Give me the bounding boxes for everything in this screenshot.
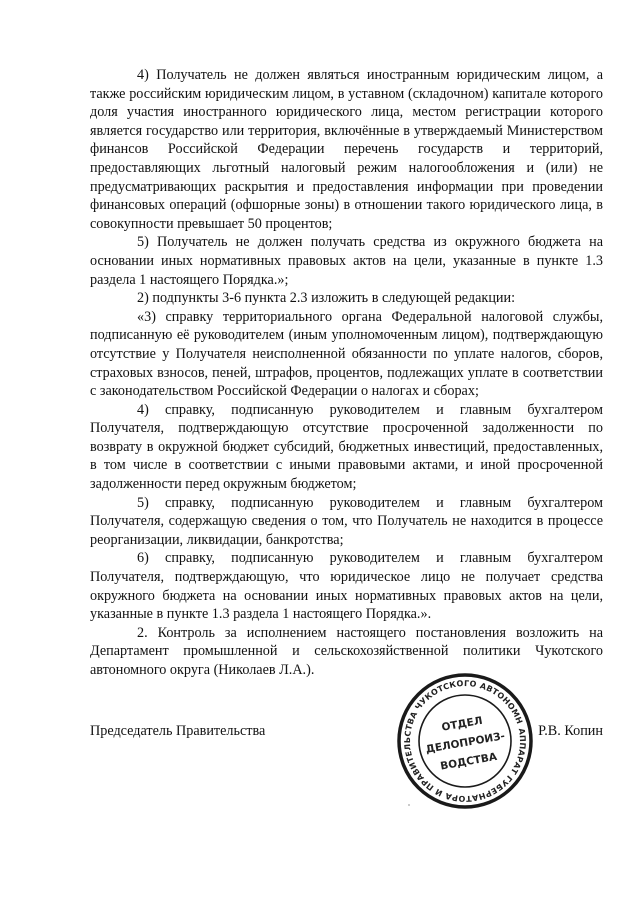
paragraph-subpoints-2: 2) подпункты 3-6 пункта 2.3 изложить в следующей редакции: [137, 290, 516, 307]
signatory-role: Председатель Правительства [90, 723, 266, 739]
stamp-ring-text: АППАРАТ ГУБЕРНАТОРА И ПРАВИТЕЛЬСТВА ЧУКОТСКОГО АВТОНОМНОГО [402, 678, 528, 804]
paragraph-certificate-5: 5) справку, подписанную руководителем и главным бухгалтером Получателя, содержащую сведения о том, что Получатель не находится в процессе реорганизации, ликвидации, банкротства; [90, 494, 603, 548]
paragraph-certificate-6: 6) справку, подписанную руководителем и главным бухгалтером Получателя, подтверждающую, что юридическое лицо не получает средства окружного бюджета на основании иных нормативных правовых актов на цели, указанные в пункте 1.3 раздела 1 настоящего Порядка.». [90, 550, 603, 623]
paragraph-control: 2. Контроль за исполнением настоящего постановления возложить на Департамент промышленной и сельскохозяйственной политики Чукотского автономного округа (Николаев Л.А.). [90, 624, 603, 678]
stamp-line-2: ДЕЛОПРОИЗ- [424, 730, 506, 756]
stamp-line-1: ОТДЕЛ [440, 714, 484, 734]
paragraph-item-4: 4) Получатель не должен являться иностранным юридическим лицом, а также российским юридическим лицом, в уставном (складочном) капитале которого доля участия иностранного юридического лица, местом регистрации которого является государство или территория, включённые в утверждаемый Министерством финансов Российской Федерации перечень государств и территорий, предоставляющих льготный налоговый режим налогообложения и (или) не предусматривающих раскрытия и предоставления информации при проведении финансовых операций (офшорные зоны) в отношении такого юридического лица, в совокупности превышает 50 процентов; [90, 67, 603, 232]
office-stamp [395, 671, 535, 811]
scan-speck [408, 804, 410, 806]
paragraph-certificate-3: «3) справку территориального органа Федеральной налоговой службы, подписанную её руководителем (иным уполномоченным лицом), подтверждающую отсутствие у Получателя неисполненной обязанности по уплате налогов, сборов, страховых взносов, пеней, штрафов, процентов, подлежащих уплате в соответствии с законодательством Российской Федерации о налогах и сборах; [90, 308, 603, 400]
document-body [90, 66, 603, 680]
signatory-name: Р.В. Копин [538, 723, 603, 739]
paragraph-certificate-4: 4) справку, подписанную руководителем и главным бухгалтером Получателя, подтверждающую отсутствие просроченной задолженности по возврату в окружной бюджет субсидий, бюджетных инвестиций, предоставленных, в том числе в соответствии с иными правовыми актами, и иной просроченной задолженности перед окружным бюджетом; [90, 401, 603, 493]
stamp-line-3: ВОДСТВА [439, 750, 498, 773]
paragraph-item-5: 5) Получатель не должен получать средства из окружного бюджета на основании иных нормативных правовых актов на цели, указанные в пункте 1.3 раздела 1 настоящего Порядка.»; [90, 234, 603, 288]
